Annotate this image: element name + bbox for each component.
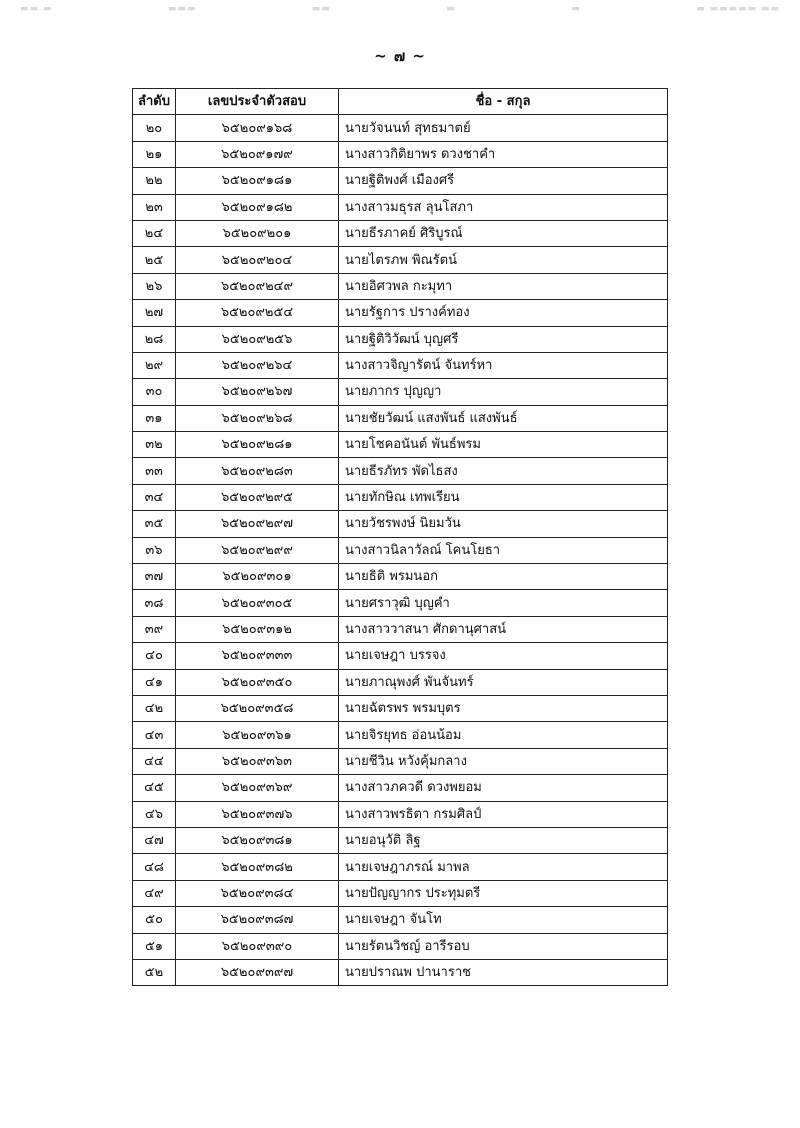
- row-full-name: นางสาวพรธิตา กรมศิลป์: [339, 801, 668, 827]
- page-number: ~ ๗ ~: [374, 47, 426, 65]
- row-exam-id: ๖๕๒๐๙๒๙๕: [176, 484, 339, 510]
- row-exam-id: ๖๕๒๐๙๓๙๗: [176, 959, 339, 985]
- table-row: [133, 405, 668, 431]
- row-order: ๕๑: [133, 933, 176, 959]
- row-order: ๒๕: [133, 247, 176, 273]
- table-row: [133, 775, 668, 801]
- row-order: ๔๑: [133, 669, 176, 695]
- row-exam-id: ๖๕๒๐๙๑๘๑: [176, 168, 339, 194]
- row-order: ๓๘: [133, 590, 176, 616]
- table-row: [133, 326, 668, 352]
- table-row: [133, 933, 668, 959]
- table-row: [133, 537, 668, 563]
- table-row: [133, 880, 668, 906]
- row-order: ๔๕: [133, 775, 176, 801]
- row-order: ๔๔: [133, 748, 176, 774]
- row-full-name: นายชีวิน หวังคุ้มกลาง: [339, 748, 668, 774]
- row-full-name: นายฐิติวิวัฒน์ บุญศรี: [339, 326, 668, 352]
- row-exam-id: ๖๕๒๐๙๒๐๔: [176, 247, 339, 273]
- table-row: [133, 220, 668, 246]
- row-order: ๔๓: [133, 722, 176, 748]
- row-exam-id: ๖๕๒๐๙๒๐๑: [176, 220, 339, 246]
- table-row: [133, 669, 668, 695]
- row-order: ๓๔: [133, 484, 176, 510]
- row-order: ๓๗: [133, 564, 176, 590]
- row-order: ๓๙: [133, 616, 176, 642]
- row-full-name: นายโชคอนันต์ พันธ์พรม: [339, 432, 668, 458]
- row-order: ๕๐: [133, 907, 176, 933]
- row-exam-id: ๖๕๒๐๙๑๘๒: [176, 194, 339, 220]
- row-full-name: นางสาวจิญารัตน์ จันทร์หา: [339, 352, 668, 378]
- table-row: [133, 432, 668, 458]
- row-order: ๒๘: [133, 326, 176, 352]
- row-exam-id: ๖๕๒๐๙๓๖๓: [176, 748, 339, 774]
- row-full-name: นายภาณุพงศ์ พันจันทร์: [339, 669, 668, 695]
- row-order: ๓๕: [133, 511, 176, 537]
- row-full-name: นางสาววาสนา ศักดานุศาสน์: [339, 616, 668, 642]
- row-order: ๔๐: [133, 643, 176, 669]
- table-body: [133, 115, 668, 986]
- table-row: [133, 300, 668, 326]
- row-exam-id: ๖๕๒๐๙๓๑๒: [176, 616, 339, 642]
- row-exam-id: ๖๕๒๐๙๒๘๑: [176, 432, 339, 458]
- row-full-name: นายศราวุฒิ บุญคำ: [339, 590, 668, 616]
- row-order: ๔๙: [133, 880, 176, 906]
- row-order: ๒๑: [133, 141, 176, 167]
- row-full-name: นายรัฐการ ปรางค์ทอง: [339, 300, 668, 326]
- row-full-name: นายเจษฎา จันโท: [339, 907, 668, 933]
- row-full-name: นายชัยวัฒน์ แสงพันธ์ แสงพันธ์: [339, 405, 668, 431]
- row-exam-id: ๖๕๒๐๙๓๐๑: [176, 564, 339, 590]
- row-order: ๒๖: [133, 273, 176, 299]
- row-order: ๕๒: [133, 959, 176, 985]
- row-exam-id: ๖๕๒๐๙๓๗๖: [176, 801, 339, 827]
- row-exam-id: ๖๕๒๐๙๒๖๘: [176, 405, 339, 431]
- row-exam-id: ๖๕๒๐๙๓๙๐: [176, 933, 339, 959]
- table-row: [133, 247, 668, 273]
- row-order: ๓๐: [133, 379, 176, 405]
- row-order: ๔๖: [133, 801, 176, 827]
- row-order: ๓๑: [133, 405, 176, 431]
- row-exam-id: ๖๕๒๐๙๓๘๑: [176, 827, 339, 853]
- row-full-name: นายธีรภาคย์ ศิริบูรณ์: [339, 220, 668, 246]
- row-order: ๔๒: [133, 695, 176, 721]
- row-full-name: นางสาวนิลาวัลณ์ โคนโยธา: [339, 537, 668, 563]
- row-full-name: นายวัจนนท์ สุทธมาตย์: [339, 115, 668, 141]
- row-exam-id: ๖๕๒๐๙๒๙๙: [176, 537, 339, 563]
- table-row: [133, 141, 668, 167]
- table-row: [133, 616, 668, 642]
- exam-roster-table: [132, 88, 668, 986]
- table-row: [133, 827, 668, 853]
- row-order: ๔๗: [133, 827, 176, 853]
- table-row: [133, 695, 668, 721]
- row-full-name: นางสาวมธุรส ลุนโสภา: [339, 194, 668, 220]
- table-row: [133, 907, 668, 933]
- row-order: ๒๒: [133, 168, 176, 194]
- table-row: [133, 643, 668, 669]
- row-exam-id: ๖๕๒๐๙๓๖๙: [176, 775, 339, 801]
- table-row: [133, 379, 668, 405]
- table-row: [133, 564, 668, 590]
- row-exam-id: ๖๕๒๐๙๒๙๗: [176, 511, 339, 537]
- table-row: [133, 854, 668, 880]
- row-exam-id: ๖๕๒๐๙๓๐๕: [176, 590, 339, 616]
- scan-artifact-strip: ▬▬ ▬ ▬▬▬ ▬▬ ▬ ▬ ▬ ▬▬▬▬▬ ▬▬: [20, 4, 780, 14]
- table-row: [133, 458, 668, 484]
- table-row: [133, 801, 668, 827]
- row-order: ๒๐: [133, 115, 176, 141]
- row-order: ๓๒: [133, 432, 176, 458]
- row-exam-id: ๖๕๒๐๙๓๘๗: [176, 907, 339, 933]
- row-full-name: นายภากร ปุญญา: [339, 379, 668, 405]
- row-full-name: นายปราณพ ปานาราช: [339, 959, 668, 985]
- table-row: [133, 722, 668, 748]
- row-full-name: นายฉัตรพร พรมบุตร: [339, 695, 668, 721]
- table-row: [133, 273, 668, 299]
- table-row: [133, 748, 668, 774]
- row-order: ๔๘: [133, 854, 176, 880]
- header-full-name: ชื่อ - สกุล: [339, 89, 668, 115]
- row-full-name: นายรัตนวิชญ์ อารีรอบ: [339, 933, 668, 959]
- row-order: ๓๖: [133, 537, 176, 563]
- row-full-name: นายเจษฎา บรรจง: [339, 643, 668, 669]
- row-exam-id: ๖๕๒๐๙๑๖๘: [176, 115, 339, 141]
- row-exam-id: ๖๕๒๐๙๓๘๔: [176, 880, 339, 906]
- row-full-name: นายฐิติพงศ์ เมืองศรี: [339, 168, 668, 194]
- row-order: ๒๔: [133, 220, 176, 246]
- row-exam-id: ๖๕๒๐๙๓๕๘: [176, 695, 339, 721]
- table-row: [133, 590, 668, 616]
- row-exam-id: ๖๕๒๐๙๒๕๔: [176, 300, 339, 326]
- row-exam-id: ๖๕๒๐๙๓๓๓: [176, 643, 339, 669]
- table-row: [133, 194, 668, 220]
- row-full-name: นายอนุวัติ ลิฐ: [339, 827, 668, 853]
- row-full-name: นายทักษิณ เทพเรียน: [339, 484, 668, 510]
- row-full-name: นายอิศวพล กะมุทา: [339, 273, 668, 299]
- row-full-name: นายไตรภพ พิณรัตน์: [339, 247, 668, 273]
- header-exam-id: เลขประจำตัวสอบ: [176, 89, 339, 115]
- header-order: ลำดับ: [133, 89, 176, 115]
- row-full-name: นายธิติ พรมนอก: [339, 564, 668, 590]
- table-row: [133, 484, 668, 510]
- row-full-name: นายปัญญากร ประทุมตรี: [339, 880, 668, 906]
- row-exam-id: ๖๕๒๐๙๓๕๐: [176, 669, 339, 695]
- row-exam-id: ๖๕๒๐๙๒๖๔: [176, 352, 339, 378]
- table-row: [133, 352, 668, 378]
- table-header-row: [133, 89, 668, 115]
- row-exam-id: ๖๕๒๐๙๒๘๓: [176, 458, 339, 484]
- row-exam-id: ๖๕๒๐๙๓๖๑: [176, 722, 339, 748]
- row-order: ๒๙: [133, 352, 176, 378]
- row-full-name: นางสาวกิติยาพร ดวงชาคำ: [339, 141, 668, 167]
- row-order: ๓๓: [133, 458, 176, 484]
- table-row: [133, 115, 668, 141]
- table-row: [133, 168, 668, 194]
- row-exam-id: ๖๕๒๐๙๒๔๙: [176, 273, 339, 299]
- row-full-name: นางสาวภควดี ดวงพยอม: [339, 775, 668, 801]
- row-full-name: นายวัชรพงษ์ นิยมวัน: [339, 511, 668, 537]
- row-full-name: นายธีรภัทร พัดไธสง: [339, 458, 668, 484]
- table-row: [133, 959, 668, 985]
- row-exam-id: ๖๕๒๐๙๓๘๒: [176, 854, 339, 880]
- row-full-name: นายจิรยุทธ อ่อนน้อม: [339, 722, 668, 748]
- row-order: ๒๓: [133, 194, 176, 220]
- row-full-name: นายเจษฎาภรณ์ มาพล: [339, 854, 668, 880]
- row-order: ๒๗: [133, 300, 176, 326]
- row-exam-id: ๖๕๒๐๙๒๕๖: [176, 326, 339, 352]
- table-row: [133, 511, 668, 537]
- row-exam-id: ๖๕๒๐๙๒๖๗: [176, 379, 339, 405]
- row-exam-id: ๖๕๒๐๙๑๗๙: [176, 141, 339, 167]
